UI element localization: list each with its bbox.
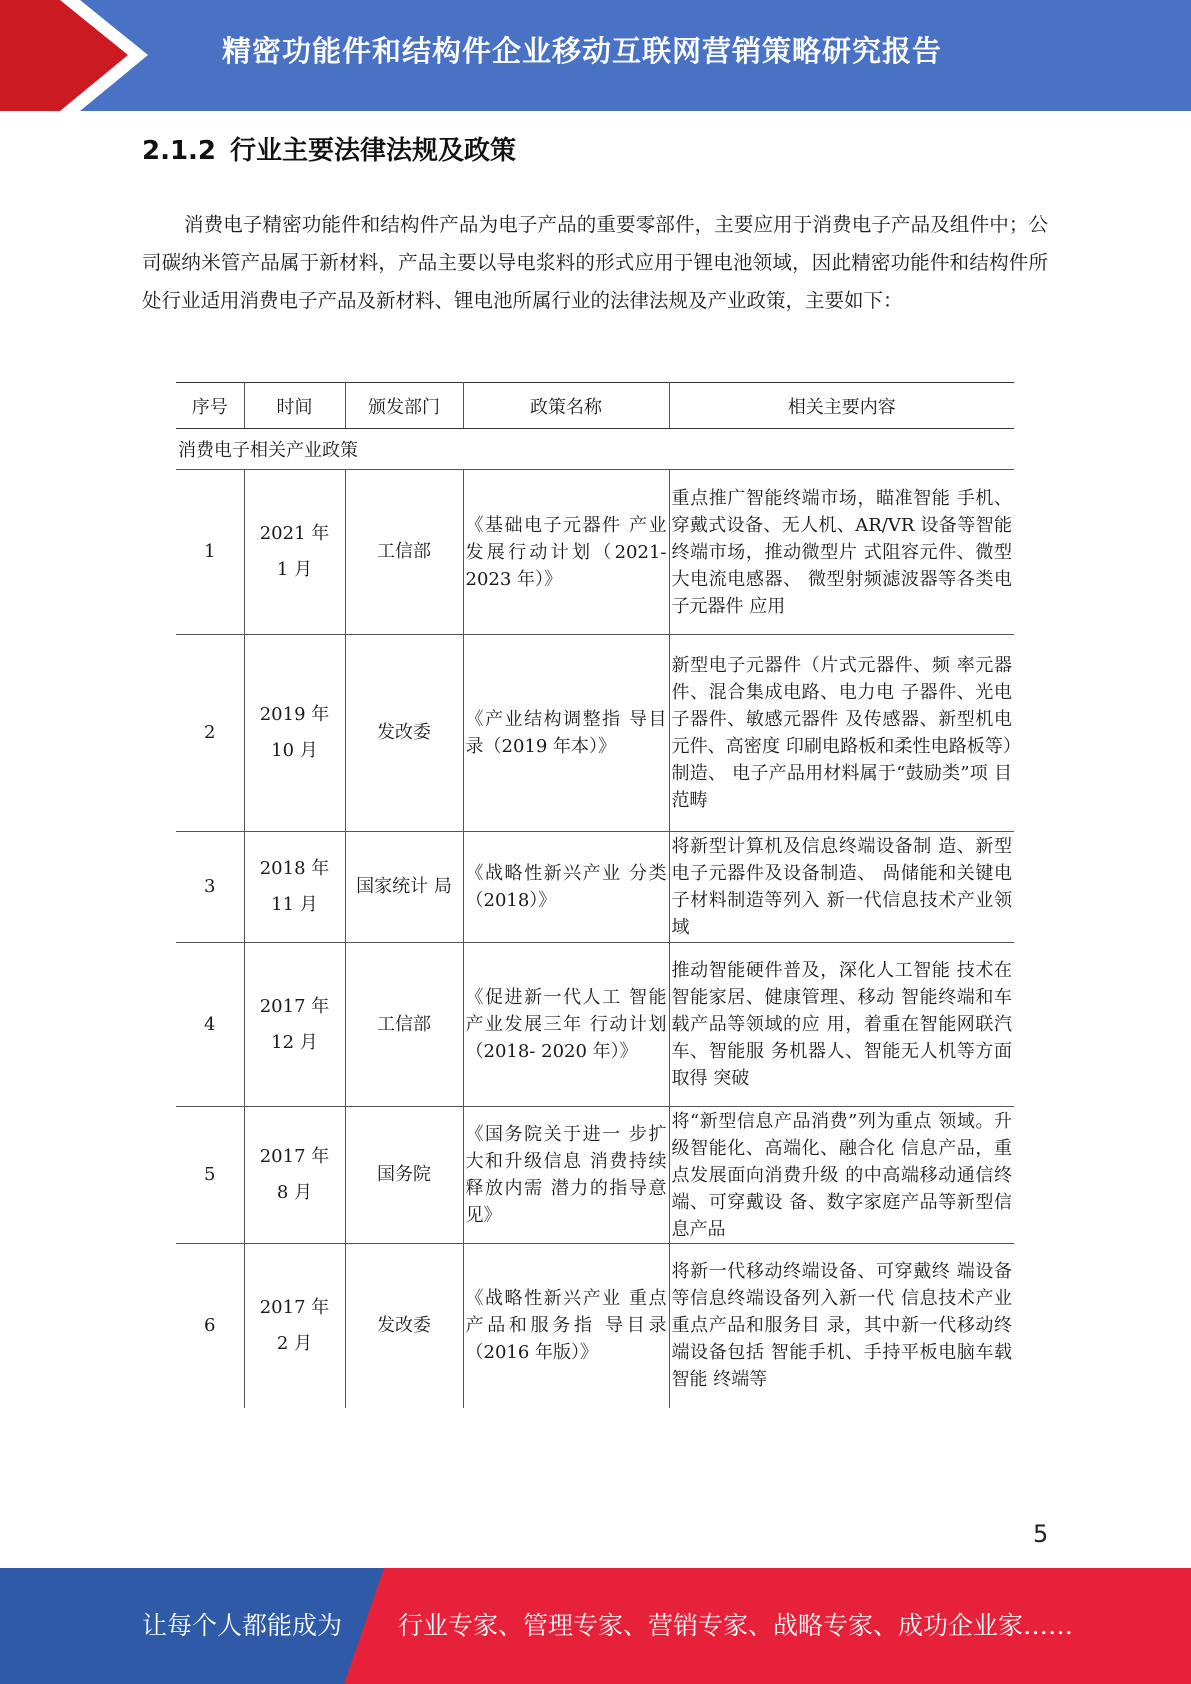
section-title: 行业主要法律法规及政策: [230, 136, 517, 166]
category-row: [176, 429, 1014, 470]
row-content: 重点推广智能终端市场，瞄准智能 手机、穿戴式设备、无人机、AR/VR 设备等智能终端市场，推动微型片 式阻容元件、微型大电流电感器、 微型射频滤波器等各类电子元器件 应用: [669, 470, 1014, 635]
row-content: 将新型计算机及信息终端设备制 造、新型电子元器件及设备制造、 咼储能和关键电子材料制造等列入 新一代信息技术产业领域: [669, 832, 1014, 943]
row-time-year: 2019 年: [259, 704, 330, 725]
column-header-no: 序号: [176, 383, 244, 429]
row-policy-name: 《战略性新兴产业 分类（2018）》: [463, 832, 669, 943]
row-time-month: 1 月: [276, 559, 313, 580]
table-header-row: [176, 383, 1014, 429]
row-content: 新型电子元器件（片式元器件、频 率元器件、混合集成电路、电力电 子器件、光电子器件、敏感元器件 及传感器、新型机电元件、高密度 印刷电路板和柔性电路板等）制造、 电子产品用材料属于“鼓励类”项 目范畴: [669, 635, 1014, 832]
row-time-month: 8 月: [276, 1182, 313, 1203]
page-footer: [0, 1568, 1191, 1684]
table-row: [176, 470, 1014, 635]
row-dept: 工信部: [345, 943, 463, 1107]
row-time-year: 2017 年: [259, 1296, 330, 1318]
page-number: 5: [1033, 1520, 1049, 1548]
row-time-month: 11 月: [271, 894, 318, 915]
footer-slogan-right: 行业专家、管理专家、营销专家、战略专家、成功企业家……: [398, 1611, 1074, 1640]
row-number: 2: [176, 635, 244, 832]
row-dept: 发改委: [345, 1244, 463, 1408]
row-time: [244, 1244, 345, 1408]
report-title: 精密功能件和结构件企业移动互联网营销策略研究报告: [222, 34, 943, 68]
column-header-name: 政策名称: [463, 383, 669, 429]
column-header-time: 时间: [244, 383, 345, 429]
row-number: 5: [176, 1107, 244, 1244]
table-row: [176, 635, 1014, 832]
row-time-year: 2017 年: [259, 1146, 330, 1167]
row-policy-name: 《战略性新兴产业 重点产品和服务指 导目录（2016 年版）》: [463, 1244, 669, 1408]
column-header-dept: 颁发部门: [345, 383, 463, 429]
policy-table: [176, 382, 1014, 1408]
section-number: 2.1.2: [142, 136, 217, 166]
row-dept: 发改委: [345, 635, 463, 832]
row-time-year: 2018 年: [259, 858, 330, 879]
row-dept: 工信部: [345, 470, 463, 635]
intro-paragraph: 消费电子精密功能件和结构件产品为电子产品的重要零部件，主要应用于消费电子产品及组件中；公司碳纳米管产品属于新材料，产品主要以导电浆料的形式应用于锂电池领域，因此精密功能件和结构件所处行业适用消费电子产品及新材料、锂电池所属行业的法律法规及产业政策，主要如下：: [142, 213, 1048, 312]
row-time-year: 2021 年: [259, 523, 330, 544]
row-number: 1: [176, 470, 244, 635]
table-row: [176, 943, 1014, 1107]
row-dept: 国家统计 局: [345, 832, 463, 943]
column-header-content: 相关主要内容: [669, 383, 1014, 429]
row-time: [244, 943, 345, 1107]
footer-slogan-left: 让每个人都能成为: [142, 1611, 343, 1640]
row-policy-name: 《国务院关于进一 步扩大和升级信息 消费持续释放内需 潜力的指导意见》: [463, 1107, 669, 1244]
row-number: 4: [176, 943, 244, 1107]
row-time-month: 10 月: [271, 740, 318, 761]
section-heading: [142, 130, 516, 167]
category-label: 消费电子相关产业政策: [176, 429, 1014, 470]
row-policy-name: 《促进新一代人工 智能产业发展三年 行动计划（2018- 2020 年）》: [463, 943, 669, 1107]
page-header: [0, 0, 1191, 111]
row-time-year: 2017 年: [259, 995, 330, 1017]
table-row: [176, 832, 1014, 943]
row-policy-name: 《产业结构调整指 导目录（2019 年本）》: [463, 635, 669, 832]
row-time: [244, 635, 345, 832]
table-row: [176, 1107, 1014, 1244]
row-content: 推动智能硬件普及，深化人工智能 技术在智能家居、健康管理、移动 智能终端和车载产品等领域的应 用，着重在智能网联汽车、智能服 务机器人、智能无人机等方面取得 突破: [669, 943, 1014, 1107]
row-content: 将“新型信息产品消费”列为重点 领域。升级智能化、高端化、融合化 信息产品，重点发展面向消费升级 的中高端移动通信终端、可穿戴设 备、数字家庭产品等新型信息产品: [669, 1107, 1014, 1244]
row-time: [244, 470, 345, 635]
row-time: [244, 832, 345, 943]
row-number: 6: [176, 1244, 244, 1408]
row-policy-name: 《基础电子元器件 产业发展行动计划（2021-2023 年）》: [463, 470, 669, 635]
row-content: 将新一代移动终端设备、可穿戴终 端设备等信息终端设备列入新一代 信息技术产业重点产品和服务目 录，其中新一代移动终端设备包括 智能手机、手持平板电脑车载智能 终端等: [669, 1244, 1014, 1408]
table-row: [176, 1244, 1014, 1408]
row-time: [244, 1107, 345, 1244]
row-time-month: 2 月: [276, 1332, 313, 1354]
row-time-month: 12 月: [271, 1031, 318, 1053]
row-dept: 国务院: [345, 1107, 463, 1244]
row-number: 3: [176, 832, 244, 943]
